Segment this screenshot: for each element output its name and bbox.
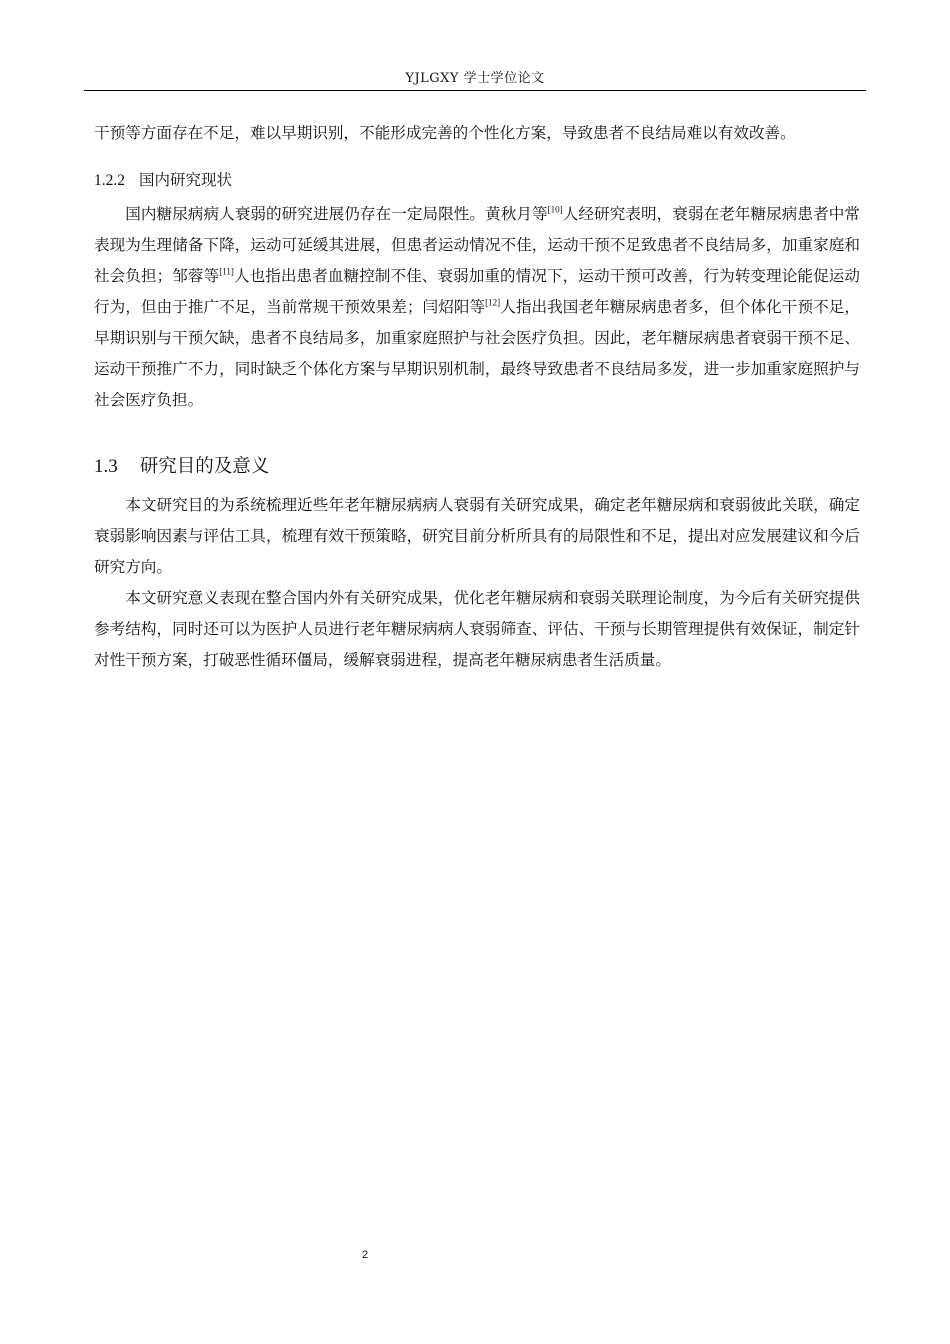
text-segment: 人也指出患者血糖控制不佳、衰弱加重的情况下，运动干预可改善，行为转变理论能促运动行为，但由于推广不足，当前常规干预效果差；闫炤阳等	[94, 267, 860, 316]
text-segment: 人指出我国老年糖尿病患者多，但个体化干预不足，早期识别与干预欠缺，患者不良结局多，加重家庭照护与社会医疗负担。因此，老年糖尿病患者衰弱干预不足、运动干预推广不力，同时缺乏个体化方案与早期识别机制，最终导致患者不良结局多发，进一步加重家庭照护与社会医疗负担。	[94, 298, 860, 409]
section-1-2-2-paragraph	[94, 199, 860, 416]
section-title: 研究目的及意义	[139, 456, 270, 477]
page-number: 2	[361, 1249, 369, 1261]
running-header: YJLGXY 学士学位论文	[405, 71, 545, 86]
section-number: 1.2.2	[94, 172, 125, 189]
continued-paragraph: 干预等方面存在不足，难以早期识别，不能形成完善的个性化方案，导致患者不良结局难以有效改善。	[94, 124, 796, 142]
citation-11: [11]	[219, 266, 234, 277]
citation-12: [12]	[485, 297, 501, 308]
section-1-3-heading	[94, 454, 860, 480]
page-body	[94, 118, 860, 676]
header-rule	[84, 90, 866, 91]
section-1-2-2-heading	[94, 169, 860, 192]
significance-paragraph: 本文研究意义表现在整合国内外有关研究成果，优化老年糖尿病和衰弱关联理论制度，为今后有关研究提供参考结构，同时还可以为医护人员进行老年糖尿病病人衰弱筛查、评估、干预与长期管理提供有效保证，制定针对性干预方案，打破恶性循环僵局，缓解衰弱进程，提高老年糖尿病患者生活质量。	[94, 589, 860, 669]
citation-10: [10]	[547, 204, 563, 215]
text-segment: 国内糖尿病病人衰弱的研究进展仍存在一定局限性。黄秋月等	[125, 205, 548, 223]
text-segment: 人经研究表明，衰弱在老年糖尿病患者中常表现为生理储备下降，运动可延缓其进展，但患者运动情况不佳，运动干预不足致患者不良结局多，加重家庭和社会负担；邹蓉等	[94, 205, 860, 285]
purpose-paragraph: 本文研究目的为系统梳理近些年老年糖尿病病人衰弱有关研究成果，确定老年糖尿病和衰弱彼此关联，确定衰弱影响因素与评估工具，梳理有效干预策略，研究目前分析所具有的局限性和不足，提出对应发展建议和今后研究方向。	[94, 496, 860, 576]
section-number: 1.3	[94, 456, 118, 477]
section-title: 国内研究现状	[139, 171, 233, 189]
